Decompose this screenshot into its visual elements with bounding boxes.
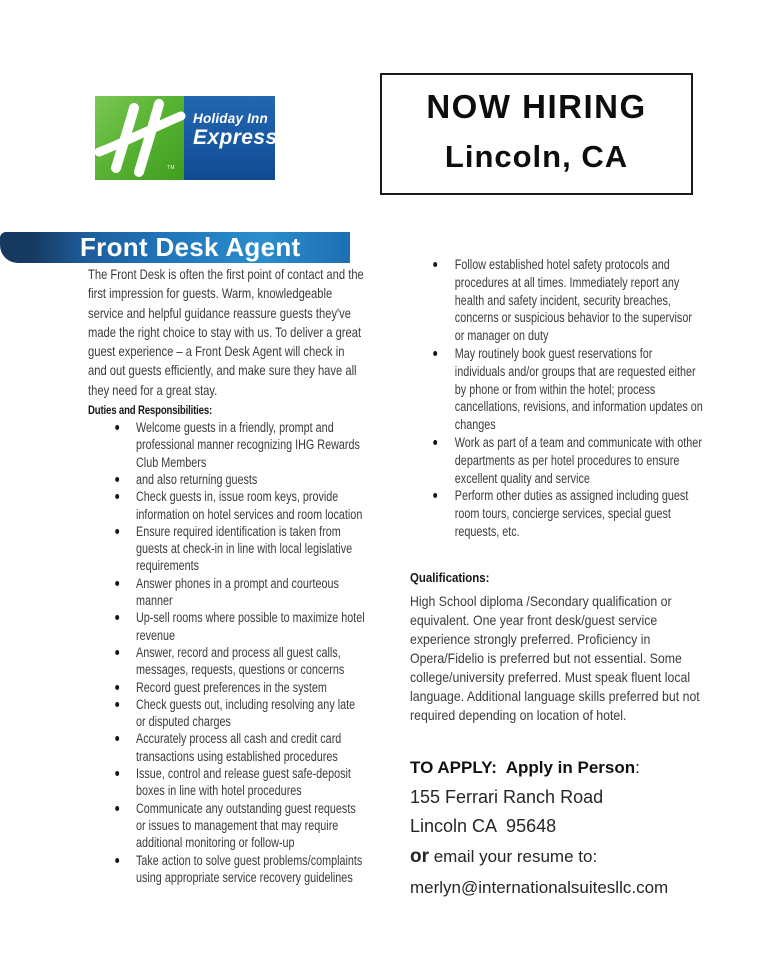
job-title-banner <box>0 232 350 263</box>
qualifications-text: High School diploma /Secondary qualification or equivalent. One year front desk/guest service experience strongly preferred. Proficiency in Opera/Fidelio is preferred but not essential. Some college/university preferred. Must speak fluent local language. Additional language skills preferred but not required depending on location of hotel. <box>410 593 700 723</box>
apply-address-line2: Lincoln CA 95648 <box>410 816 557 836</box>
apply-email-prompt <box>410 846 720 868</box>
apply-heading-text: TO APPLY: Apply in Person <box>410 758 636 777</box>
duty-item: Perform other duties as assigned including guest room tours, concierge services, special guest requests, etc. <box>410 487 704 540</box>
now-hiring-text: NOW HIRING <box>426 88 647 125</box>
holiday-inn-express-logo <box>95 96 283 180</box>
duty-item: Work as part of a team and communicate with other departments as per hotel procedures to ensure excellent quality and service <box>410 434 704 487</box>
logo-green-panel <box>95 96 184 180</box>
or-word: or <box>410 846 429 867</box>
duties-list-left <box>88 419 365 886</box>
duty-item: Follow established hotel safety protocols and procedures at all times. Immediately report any health and safety incident, security breaches, concerns or suspicious behavior to the supervisor or manager on duty <box>410 256 704 345</box>
email-prompt-text: email your resume to: <box>429 847 598 866</box>
logo-tm-mark: TM <box>166 165 175 171</box>
duty-item: Answer, record and process all guest calls, messages, requests, questions or concerns <box>88 644 365 679</box>
duties-heading: Duties and Responsibilities: <box>88 403 213 418</box>
logo-brand-line1: Holiday Inn <box>193 111 268 126</box>
duty-item: May routinely book guest reservations for individuals and/or groups that are requested either by phone or from within the hotel; process cancellations, revisions, and information updates on changes <box>410 345 704 434</box>
duty-item: Issue, control and release guest safe-deposit boxes in line with hotel procedures <box>88 765 365 800</box>
duty-item: Take action to solve guest problems/complaints using appropriate service recovery guidelines <box>88 852 365 887</box>
apply-heading <box>410 758 720 778</box>
duty-item: Welcome guests in a friendly, prompt and professional manner recognizing IHG Rewards Club Members <box>88 419 365 471</box>
now-hiring-box <box>380 73 693 195</box>
duty-item: Record guest preferences in the system <box>88 679 365 696</box>
apply-section <box>410 758 720 898</box>
duty-item: Up-sell rooms where possible to maximize hotel revenue <box>88 609 365 644</box>
logo-brand-line2 <box>193 126 283 150</box>
apply-email-address: merlyn@internationalsuitesllc.com <box>410 878 669 897</box>
registered-mark: ® <box>277 135 283 141</box>
job-title: Front Desk Agent <box>80 232 301 262</box>
apply-address-line1: 155 Ferrari Ranch Road <box>410 787 604 807</box>
duties-list-right <box>410 256 704 541</box>
duty-item: Check guests in, issue room keys, provide information on hotel services and room location <box>88 488 365 523</box>
duty-item: Accurately process all cash and credit card transactions using established procedures <box>88 730 365 765</box>
qualifications-heading: Qualifications: <box>410 570 490 585</box>
right-column-list <box>410 256 704 541</box>
job-intro-paragraph: The Front Desk is often the first point of contact and the first impression for guests. Warm, knowledgeable service and helpful guidance reassure guests they've made the right choice to stay with us. To deliver a great guest experience – a Front Desk Agent will check in and out guests efficiently, and make sure they have all they need for a great stay. <box>88 266 364 398</box>
duty-item: Check guests out, including resolving any late or disputed charges <box>88 696 365 731</box>
logo-express-text: Express <box>193 126 278 149</box>
duty-item: and also returning guests <box>88 471 365 488</box>
logo-blue-panel <box>184 96 283 180</box>
apply-heading-colon: : <box>635 758 640 777</box>
duty-item: Communicate any outstanding guest requests or issues to management that may require additional monitoring or follow-up <box>88 800 365 852</box>
hiring-location-text: Lincoln, CA <box>444 139 629 174</box>
duty-item: Ensure required identification is taken from guests at check-in in line with local legislative requirements <box>88 523 365 575</box>
left-column <box>88 265 365 886</box>
duty-item: Answer phones in a prompt and courteous manner <box>88 575 365 610</box>
qualifications-section <box>410 570 706 725</box>
